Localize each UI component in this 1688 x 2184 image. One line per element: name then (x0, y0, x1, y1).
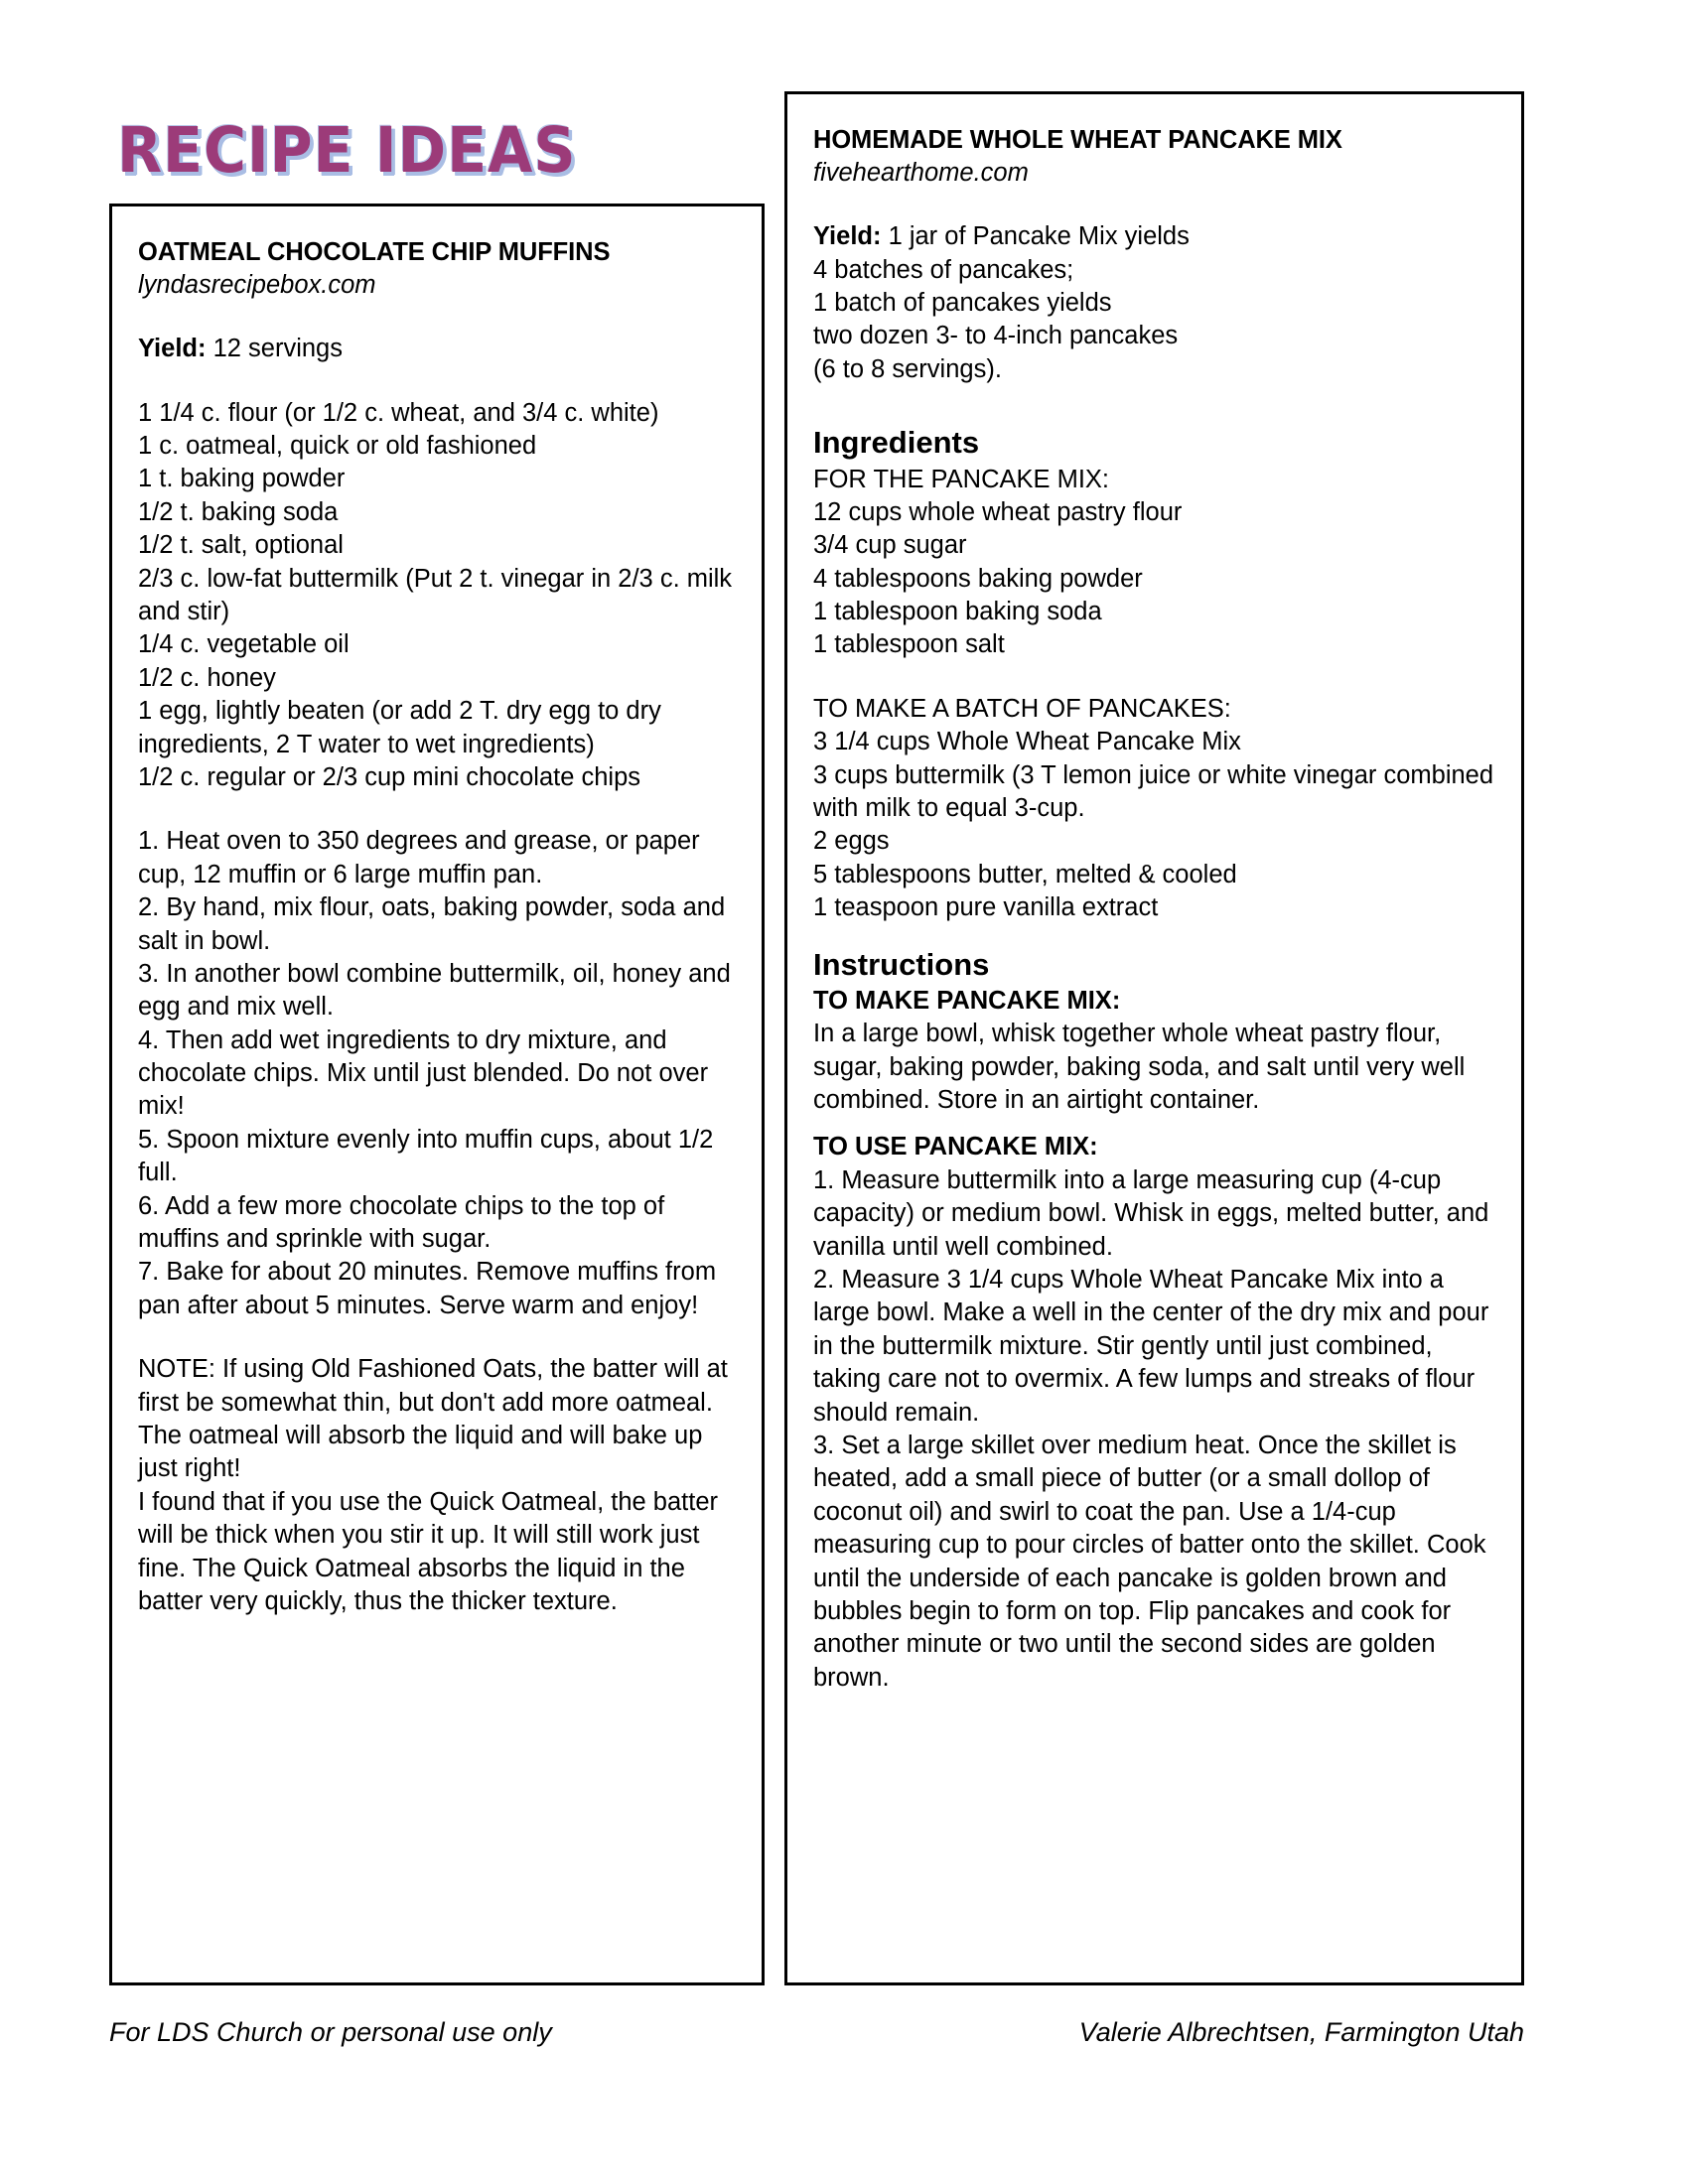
footer-right-text: Valerie Albrechtsen, Farmington Utah (1078, 2017, 1524, 2047)
ingredients-heading: Ingredients (813, 425, 980, 461)
list-item: 1/2 t. salt, optional (138, 531, 344, 560)
list-item: 3 1/4 cups Whole Wheat Pancake Mix (813, 728, 1241, 756)
recipe-card-right (784, 91, 1524, 1985)
page-title (117, 114, 611, 199)
list-item: 3. In another bowl combine buttermilk, oil, honey and egg and mix well. (138, 959, 731, 1022)
list-item: 2 eggs (813, 827, 890, 856)
note-paragraph: I found that if you use the Quick Oatmeal, the batter will be thick when you stir it up. It will still work just fine. The Quick Oatmeal absorbs the liquid in the batter very quickly, thus the thicker texture. (138, 1487, 718, 1615)
spacer (138, 794, 736, 825)
use-mix-steps-list (813, 1164, 1495, 1695)
right-yield-value: 1 jar of Pancake Mix yields (881, 222, 1190, 251)
note-paragraph: NOTE: If using Old Fashioned Oats, the batter will at first be somewhat thin, but don't add more oatmeal. The oatmeal will absorb the liquid and will bake up just right! (138, 1355, 728, 1483)
make-mix-subhead: TO MAKE PANCAKE MIX: (813, 986, 1121, 1015)
list-item: 1/2 c. regular or 2/3 cup mini chocolate chips (138, 762, 641, 791)
list-item: 1. Heat oven to 350 degrees and grease, or paper cup, 12 muffin or 6 large muffin pan. (138, 827, 700, 888)
left-notes (138, 1353, 736, 1618)
list-item: 5 tablespoons butter, melted & cooled (813, 860, 1237, 888)
left-recipe-title: OATMEAL CHOCOLATE CHIP MUFFINS (138, 238, 611, 266)
list-item: 1 t. baking powder (138, 465, 346, 493)
make-mix-body: In a large bowl, whisk together whole wheat pastry flour, sugar, baking powder, baking soda, and salt until very well combined. Store in an airtight container. (813, 1020, 1466, 1115)
list-item: 1 tablespoon salt (813, 630, 1005, 659)
footer-left-text: For LDS Church or personal use only (109, 2017, 552, 2047)
left-steps-list (138, 825, 736, 1322)
spacer (813, 662, 1495, 693)
page-footer (109, 2017, 1524, 2048)
list-item: 5. Spoon mixture evenly into muffin cups, about 1/2 full. (138, 1125, 714, 1187)
left-yield-line (138, 333, 736, 365)
batch-subhead: TO MAKE A BATCH OF PANCAKES: (813, 694, 1231, 723)
spacer (813, 386, 1495, 417)
list-item: 1/2 t. baking soda (138, 497, 339, 526)
right-recipe-source: fivehearthome.com (813, 159, 1029, 188)
left-ingredients-list (138, 397, 736, 795)
left-yield-label: Yield: (138, 335, 207, 363)
spacer (138, 1322, 736, 1353)
spacer (138, 366, 736, 397)
list-item: 1. Measure buttermilk into a large measuring cup (4-cup capacity) or medium bowl. Whisk in eggs, melted butter, and vanilla until well combined. (813, 1165, 1489, 1261)
left-yield-value: 12 servings (206, 335, 343, 363)
right-yield-line: 4 batches of pancakes; (813, 255, 1074, 284)
right-yield-line: 1 batch of pancakes yields (813, 289, 1112, 318)
list-item: 2/3 c. low-fat buttermilk (Put 2 t. vinegar in 2/3 c. milk and stir) (138, 564, 733, 626)
spacer (813, 190, 1495, 220)
list-item: 12 cups whole wheat pastry flour (813, 497, 1183, 526)
list-item: 1 teaspoon pure vanilla extract (813, 893, 1159, 922)
spacer (138, 302, 736, 333)
right-yield-line: two dozen 3- to 4-inch pancakes (813, 322, 1179, 350)
list-item: 1 egg, lightly beaten (or add 2 T. dry egg to dry ingredients, 2 T water to wet ingredients) (138, 697, 661, 758)
list-item: 2. By hand, mix flour, oats, baking powder, soda and salt in bowl. (138, 893, 726, 955)
right-yield-line: (6 to 8 servings). (813, 354, 1002, 383)
use-mix-subhead: TO USE PANCAKE MIX: (813, 1133, 1098, 1161)
list-item: 3/4 cup sugar (813, 531, 967, 560)
instructions-heading: Instructions (813, 946, 990, 982)
list-item: 4. Then add wet ingredients to dry mixture, and chocolate chips. Mix until just blended. Do not over mix! (138, 1025, 709, 1121)
list-item: 1 tablespoon baking soda (813, 598, 1102, 626)
list-item: 6. Add a few more chocolate chips to the top of muffins and sprinkle with sugar. (138, 1191, 665, 1254)
list-item: 1/2 c. honey (138, 663, 276, 692)
recipe-card-left-content (138, 236, 736, 1618)
recipe-card-left (109, 204, 765, 1985)
spacer (813, 1117, 1495, 1131)
spacer (813, 925, 1495, 939)
list-item: 1 1/4 c. flour (or 1/2 c. wheat, and 3/4 c. white) (138, 398, 659, 427)
page-title-text: RECIPE IDEAS (117, 114, 577, 187)
left-recipe-source: lyndasrecipebox.com (138, 271, 376, 300)
list-item: 3. Set a large skillet over medium heat. Once the skillet is heated, add a small piece of butter (or a small dollop of coconut oil) and swirl to coat the pan. Use a 1/4-cup measuring cup to pour circles of batter onto the skillet. Cook until the underside of each pancake is golden brown and bubbles begin to form on top. Flip pancakes and cook for another minute or two until the second sides are golden brown. (813, 1431, 1486, 1692)
right-yield-line (813, 220, 1495, 253)
list-item: 1/4 c. vegetable oil (138, 630, 350, 659)
pancake-mix-ingredients-list (813, 496, 1495, 662)
recipe-card-right-content (813, 124, 1495, 1695)
list-item: 2. Measure 3 1/4 cups Whole Wheat Pancake Mix into a large bowl. Make a well in the center of the dry mix and pour in the buttermilk mixture. Stir gently until just combined, taking care not to overmix. A few lumps and streaks of flour should remain. (813, 1266, 1489, 1427)
list-item: 3 cups buttermilk (3 T lemon juice or white vinegar combined with milk to equal 3-cup. (813, 760, 1494, 823)
list-item: 4 tablespoons baking powder (813, 564, 1143, 593)
right-yield-label: Yield: (813, 222, 882, 251)
list-item: 1 c. oatmeal, quick or old fashioned (138, 432, 537, 461)
batch-ingredients-list (813, 726, 1495, 924)
pancake-mix-subhead: FOR THE PANCAKE MIX: (813, 465, 1110, 493)
list-item: 7. Bake for about 20 minutes. Remove muffins from pan after about 5 minutes. Serve warm and enjoy! (138, 1258, 717, 1319)
right-recipe-title: HOMEMADE WHOLE WHEAT PANCAKE MIX (813, 126, 1342, 154)
